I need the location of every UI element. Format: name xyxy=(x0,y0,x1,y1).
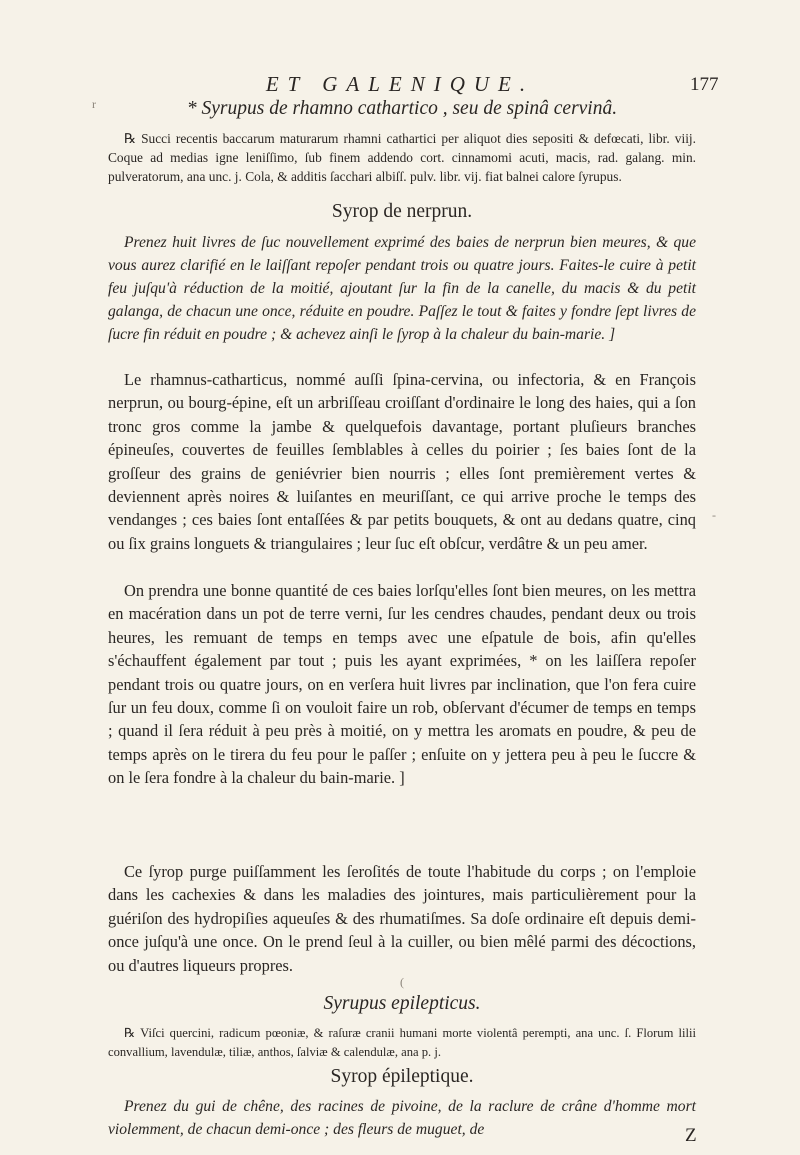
commentary-paragraph-usage: Ce ſyrop purge puiſſamment les ſeroſités de toute l'habitude du corps ; on l'emploie dans les cachexies & dans les maladies des jointures, mais particulièrement pour la guériſon des hydropiſies aqueuſes & des rhumatiſmes. Sa doſe ordinaire eſt depuis demi-once juſqu'à une once. On le prend ſeul à la cuiller, ou bien mêlé parmi des décoctions, ou d'autres liqueurs propres. xyxy=(108,862,696,975)
section1-latin-recipe: ℞ Succi recentis baccarum maturarum rhamni cathartici per aliquot dies sepositi & defœcati, libr. viij. Coque ad medias igne leniſſimo, ſub finem addendo cort. cinnamomi acuti, macis, rad. galang. min. pulveratorum, ana unc. j. Cola, & additis ſacchari albiſſ. pulv. libr. vij. fiat balnei calore ſyrupus. xyxy=(108,131,696,184)
section2-french-title: Syrop épileptique. xyxy=(330,1066,474,1087)
section1-french-recipe: Prenez huit livres de ſuc nouvellement exprimé des baies de nerprun bien meures, & que vous aurez clarifié en le laiſſant repoſer pendant trois ou quatre jours. Faites-le cuire à petit feu juſqu'à réduction de la moitié, ajoutant ſur la fin de la canelle, du macis & du petit galanga, de chacun une once, réduite en poudre. Paſſez le tout & faites y fondre ſept livres de ſucre fin réduit en poudre ; & achevez ainſi le ſyrop à la chaleur du bain-marie. ] xyxy=(108,234,696,343)
section1-french-title: Syrop de nerprun. xyxy=(331,201,473,222)
page-number: 177 xyxy=(690,74,719,95)
margin-mark-left: r xyxy=(92,97,96,111)
section2-french-recipe: Prenez du gui de chêne, des racines de pivoine, de la raclure de crâne d'homme mort violemment, de chacun demi-once ; des fleurs de muguet, de xyxy=(108,1098,696,1138)
section1-latin-title: * Syrupus de rhamno cathartico , seu de spinâ cervinâ. xyxy=(186,98,618,119)
section2-latin-title: Syrupus epilepticus. xyxy=(323,993,481,1014)
commentary-paragraph-description: Le rhamnus-catharticus, nommé auſſi ſpina-cervina, ou infectoria, & en François nerprun, ou bourg-épine, eſt un arbriſſeau croiſſant d'ordinaire le long des haies, qui a ſon tronc gros comme la jambe & quelquefois davantage, portant pluſieurs branches épineuſes, couvertes de feuilles ſemblables à celles du poirier ; ſes baies ſont de la groſſeur des grains de geniévrier bien nourris ; elles ſont premièrement vertes & deviennent après noires & luiſantes en meuriſſant, ce qui arrive proche le temps des vendanges ; ces baies ſont entaſſées & par petits bouquets, & ont au dedans quatre, cinq ou ſix grains longuets & triangulaires ; leur ſuc eſt obſcur, verdâtre & un peu amer. xyxy=(108,370,696,553)
commentary-paragraph-preparation: On prendra une bonne quantité de ces baies lorſqu'elles ſont bien meures, on les mettra en macération dans un pot de terre verni, ſur les cendres chaudes, pendant deux ou trois heures, les remuant de temps en temps avec une eſpatule de bois, afin qu'elles s'échauffent également par tout ; puis les ayant exprimées, * on les laiſſera repoſer pendant trois ou quatre jours, on en verſera huit livres par inclination, que l'on fera cuire ſur un feu doux, comme ſi on vouloit faire un rob, obſervant d'écumer de temps en temps ; quand il ſera réduit à peu près à moitié, on y mettra les aromats en poudre, & peu de temps après on le tirera du feu pour le paſſer ; enſuite on y jettera peu à peu le ſuccre & on le ſera fondre à la chaleur du bain-marie. ] xyxy=(108,581,696,788)
section2-latin-recipe: ℞ Viſci quercini, radicum pœoniæ, & raſuræ cranii humani morte violentâ perempti, ana unc. ſ. Florum lilii convallium, lavendulæ, tiliæ, anthos, ſalviæ & calendulæ, ana p. j. xyxy=(108,1026,696,1059)
margin-mark-right: - xyxy=(712,508,716,522)
running-head: ET GALENIQUE. xyxy=(265,72,535,96)
margin-mark-center: ( xyxy=(400,975,404,989)
signature-mark: Z xyxy=(685,1125,697,1146)
